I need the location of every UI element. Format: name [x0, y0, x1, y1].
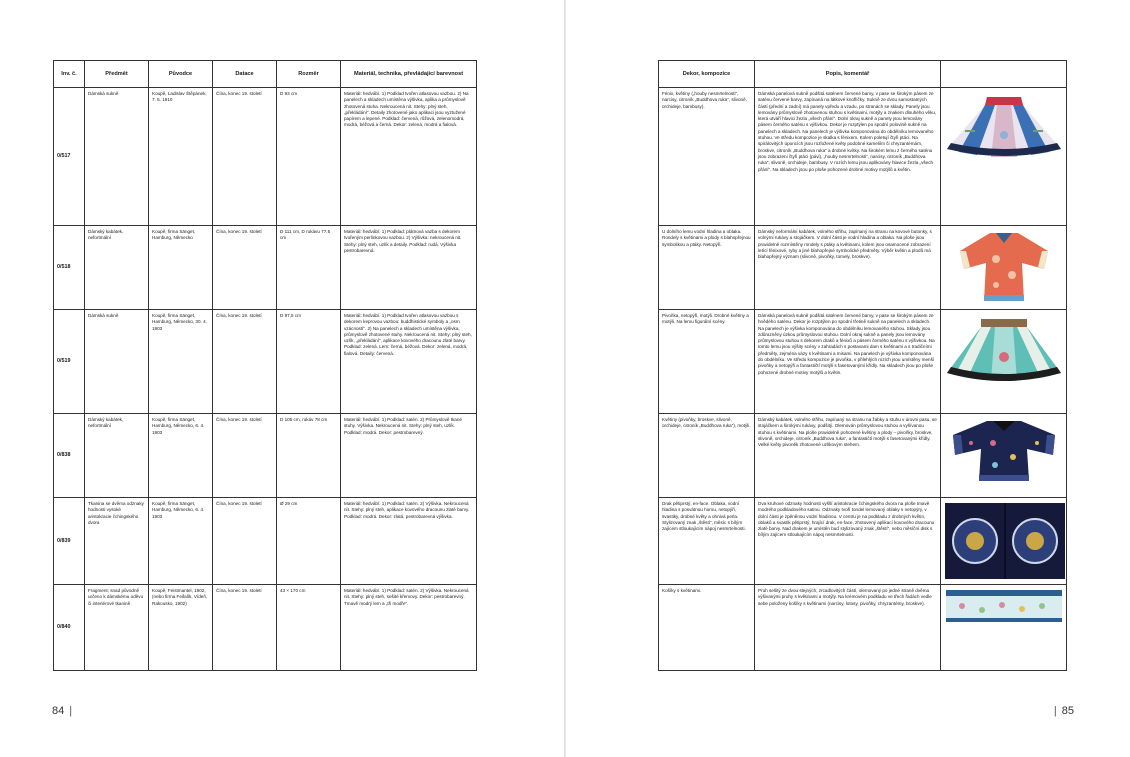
item-description: Pruh sešitý ze dvou stejných, zrcadlovitých částí, olemovaný po jedné straně dvěma výšivanými pruhy s květinami a motýly. Na krémovém podkladu ve třech řadách vedle sebe položeny košíky s květinami (narcisy, lotosy, pivoňky, chryzantémy, broskve). [755, 585, 941, 671]
skirt-photo [945, 91, 1063, 161]
item-origin: Koupě, Ladislav Štěpánek, 7. 5. 1910 [149, 88, 213, 226]
item-name: Dámská sukně [85, 88, 149, 226]
table-row [54, 88, 477, 226]
inv-number: 0/517 [54, 88, 85, 226]
item-photo [941, 88, 1067, 226]
table-row [54, 498, 477, 585]
item-material: Materiál: hedvábí. 1) Podklad: satén. 2) Výšivka. Nekroucená nit. Stehy: plný steh, aplikace kovového dracounu zlaté barvy. Podklad: modrá. Dekor: zlatá, pestrobarevná výšivka. [341, 498, 477, 585]
col-header: Předmět [85, 61, 149, 88]
item-decor: Květiny (pivoňky, broskve, slivoně, orchideje, citroník „Buddhova ruka“), motýli. [659, 414, 755, 498]
table-row [54, 585, 477, 671]
inv-number: 0/518 [54, 226, 85, 310]
item-material: Materiál: hedvábí. 1) Podklad: satén. 2) Výšivka. Nekroucená nit. Stehy: plný steh, sešité křemovy. Dekor: pestrobarevný. Tmavě modrý lem a „tři modře“. [341, 585, 477, 671]
table-row [659, 310, 1067, 414]
item-date: Čína, konec 19. století [213, 585, 277, 671]
item-size: D 93 cm [277, 88, 341, 226]
item-origin: Koupě, firma Sänget, Hamburg, Německo, 30. 4. 1903 [149, 310, 213, 414]
jacket-photo [956, 229, 1052, 305]
table-row [659, 88, 1067, 226]
skirt-photo [945, 313, 1063, 389]
item-origin: Koupě, Feistmantel, 1902, (nebo firma Feifalík, Vídeň, Rakousko, 1902) [149, 585, 213, 671]
fragment-photo [944, 588, 1064, 624]
item-description: Dámská panelová sukně podšitá saténem červené barvy, v pase se širokým pásem ze hnědého saténu. Dekor je rozptýlen po spodní třetině sukně na panelech a skladech. Na panelech je výšivka komponována do obdélníku lemovaného stuhou. Sklady jsou zdůrazněny úzkou průmyslovou stuhou. Dolní okraj sukně a panely jsou lemovány průmyslovou stuhou s dekorem draků a fénixů a pásem černého saténu s výšivkou. Na tomto lemu jsou výšity scény v zahradách s postavami dam s květinami a s tradičními předměty, zejména vázy s květinami a misami. Na panelech je výšivka komponována do obdélníku. Ve středu kompozice je pivoňka, v přilehlých rozích jsou umístěny menší pivoňky a netopýři a fantastičtí motýli s fasetovanými křídly. Na skladech jsou po ploše pohozené drobné motivy motýlů a květin. [755, 310, 941, 414]
item-size: D 105 cm, rukáv 78 cm [277, 414, 341, 498]
col-header [941, 61, 1067, 88]
item-decor: U dolního lemu vodní hladina a oblaka. Rondely s květinami a plody s blahopřejnou symbolikou a ptáky. Netopýři. [659, 226, 755, 310]
table-header-row [54, 61, 477, 88]
item-photo [941, 414, 1067, 498]
jacket-photo [949, 417, 1059, 485]
inv-number: 0/840 [54, 585, 85, 671]
item-decor: Fénix, květiny („houby nesmrtelnosti“, narcisy, citroník „Buddhova ruka“, slivoně, orchideje, bambusy). [659, 88, 755, 226]
inv-number: 0/839 [54, 498, 85, 585]
inv-number: 0/519 [54, 310, 85, 414]
table-row [659, 226, 1067, 310]
item-origin: Koupě, firma Sänget, Hamburg, Německo [149, 226, 213, 310]
table-header-row [659, 61, 1067, 88]
inv-number: 0/838 [54, 414, 85, 498]
item-size: D 111 cm, D rukávu 77,5 cm [277, 226, 341, 310]
item-name: Tkanina se dvěma odznaky hodnosti vysoké aristokracie čchingského dvora [85, 498, 149, 585]
item-origin: Koupě, firma Sänget, Hamburg, Německo, 6. 4. 1903 [149, 414, 213, 498]
catalog-table-right [658, 60, 1067, 671]
item-name: Dámský kabátek, nefortmální [85, 414, 149, 498]
item-description: Dámská panelová sukně podšitá saténem červené barvy, v pase se širokým pásem ze saténu červené barvy, zapínaná na látkové knoflíčky. Sukně ze dvou samostatných částí (přední a zadní) má panely vpředu a vzadu, po stranách se sklady. Panely jsou lemovány průmyslově zhotovenou stuhou s květinami, motýly a znakem dlouhého věku, která utváří hlavici žezla „všech přání“. Dolní okraj sukně a panely jsou lemovány pásem černého saténu s výšivkou. Dekor je rozptýlen po spodní polovině sukně na panelech a skladech. Na panelech je výšivka komponována do obdélníku lemovaného stuhou. Ve středu kompozice je skalka s fénixem. Kolem poletují čtyři ptáci. Na spirálovitých úponcích jsou rozložené květy podobné kameliím či chryzantémám, broskve, citroník „Buddhova ruka“ a drobné kvítky. Na širokém lemu z černého saténu jsou zobrazeni čtyři ptáci (pávi), „houby nesmrtelnosti“, narcisy, citroník „Buddhova ruka“, slivoně, orchideje, bambusy. V rozích lemu jsou aplikovány hlavice žezla „všech přání“. Na skladech jsou po ploše pohozené drobné motivy motýlů a květin. [755, 88, 941, 226]
item-origin: Koupě, firma Sänget, Hamburg, Německo, 6. 4. 1903 [149, 498, 213, 585]
badges-photo [944, 501, 1066, 581]
item-material: Materiál: hedvábí. 1) Podklad tvořen atlasovou vazbou. 2) Na panelech a skladech umístěna výšivka, aplika a průmyslově zhotovená stuha. Nekroucená nit. Stehy: plný steh, „překládání“. Detaily zhotovené jako aplikaci jsou vyztužené papírem a lepené. Podklad: červená, růžová, zelenomodrá, modrá, béžová a černá. Dekor: zelená, modrá a fialová. [341, 88, 477, 226]
col-header: Popis, komentář [755, 61, 941, 88]
item-size: 43 × 170 cm [277, 585, 341, 671]
item-description: Dámský kabátek, volného střihu, zapínaný na stranu na žabky a stuhu v úrovni pasu, se stojáčkem a širokými rukávy, podšitý. Olemován průmyslovou stuhou a vyšívanou stuhou s květinami. Na ploše pravidelně pohozené květiny a plody – pivoňky, broskve, slivoně, orchideje, citroník „Buddhova ruka“, a fantastičtí motýli s fasetovanými křídly. Velké květy pivoněk zhotovené uzlíkovým stehem. [755, 414, 941, 498]
item-size: D 97,5 cm [277, 310, 341, 414]
item-photo [941, 226, 1067, 310]
item-material: Materiál: hedvábí. 1) Podklad: satén. 2) Průmyslově tkané stuhy. Výšivka. Nekroucená nit. Stehy: plný steh, uzlík. Podklad: modrá. Dekor: pestrobarevný. [341, 414, 477, 498]
item-date: Čína, konec 19. století [213, 498, 277, 585]
table-row [54, 414, 477, 498]
item-photo [941, 310, 1067, 414]
item-material: Materiál: hedvábí. 1) Podklad tvořen atlasovou vazbou s dekorem keprovou vazbou: buddhistické symboly a „osm vzácností“. 2) Na panelech a skladech umístěna výšivka, průmyslově zhotovené stuhy. Nekroucená nit. Stehy: plný steh, uzlík, „překládání“, aplikace kovového dracounu zlaté barvy. Podklad: zelená. Lem: černá, béžová. Dekor: zelená, modrá, fialová. Detaily: červená. [341, 310, 477, 414]
item-date: Čína, konec 19. století [213, 310, 277, 414]
catalog-table-left [53, 60, 477, 671]
item-decor: Košíky s květinami. [659, 585, 755, 671]
col-header: Inv. č. [54, 61, 85, 88]
table-row [54, 310, 477, 414]
page-number-left [52, 705, 77, 717]
item-decor: Pivoňka, netopýři, motýli. Drobné květiny a motýli. Na lemu figurální scény. [659, 310, 755, 414]
folio-separator: | [1053, 705, 1057, 717]
table-row [659, 414, 1067, 498]
item-material: Materiál: hedvábí. 1) Podklad: plátnová vazba s dekorem tvořeným perlinkovou vazbou. 2) Výšivka: nekroucená nit. Stehy: plný steh, uzlík a detaily. Podklad: rudá. Výšivka pestrobarevná. [341, 226, 477, 310]
item-description: Dámský neformální kabátek, volného střihu, zapínaný na stranu na kovové butonky, s volnými rukávy a stojáčkem. V dolní části je vodní hladina a oblaka. Na ploše jsou pravidelně rozmístěny rondely s ptáky a květinami, kolem jsou osamocené zobrazení letící fénixové, ryby a jiné blahopřejné symbolické předměty. Výběr květin a plodů má blahopřejný význam (slivoně, pivoňky, tomely, broskve). [755, 226, 941, 310]
item-decor: Drak pětiprstý, en-face. Oblaka, vodní hladina s posvátnou horou, netopýři, svastiky, drobné květy a ohnivá perla. Stylizovaný znak „štěstí“, měsíc s bílým zajícem stloukajícím nápoj nesmrtelnosti. [659, 498, 755, 585]
item-name: Dámský kabátek, nefortmální [85, 226, 149, 310]
table-row [659, 585, 1067, 671]
folio-separator: | [69, 705, 73, 717]
col-header: Dekor, kompozice [659, 61, 755, 88]
col-header: Rozměr [277, 61, 341, 88]
page-right [566, 0, 1130, 757]
item-name: Dámská sukně [85, 310, 149, 414]
folio-number: 84 [52, 705, 65, 717]
col-header: Materiál, technika, převládající barevnost [341, 61, 477, 88]
col-header: Původce [149, 61, 213, 88]
folio-number: 85 [1061, 705, 1074, 717]
table-row [659, 498, 1067, 585]
item-size: Ø 29 cm [277, 498, 341, 585]
item-photo [941, 585, 1067, 671]
item-date: Čína, konec 19. století [213, 226, 277, 310]
item-date: Čína, konec 19. století [213, 414, 277, 498]
item-name: Fragment; snad původně určeno k dámskému oděvu či interiérové tkanině [85, 585, 149, 671]
table-row [54, 226, 477, 310]
page-number-right [1049, 705, 1074, 717]
col-header: Datace [213, 61, 277, 88]
page-left [0, 0, 564, 757]
item-description: Dva kruhové odznaky hodnosti vyšší aristokracie čchingského dvora na ploše tmavě modrého podkladového satinu. Odznaky tvoří tondel lemovaný oblaky s netopýry, v dolní části je zpěněnou vodní hladinou. V centru je na podkladu z drobných květin, oblaků a svastik pětiprstý, hrající drak, en-face, zhotovený aplikací kovového dracounu zlaté barvy. Nad drakem je umístěn buď stylizovaný znak „štěstí“, nebo měsíční disk s bílým zajícem stloukajícím nápoj nesmrtelnosti. [755, 498, 941, 585]
item-date: Čína, konec 19. století [213, 88, 277, 226]
item-photo [941, 498, 1067, 585]
